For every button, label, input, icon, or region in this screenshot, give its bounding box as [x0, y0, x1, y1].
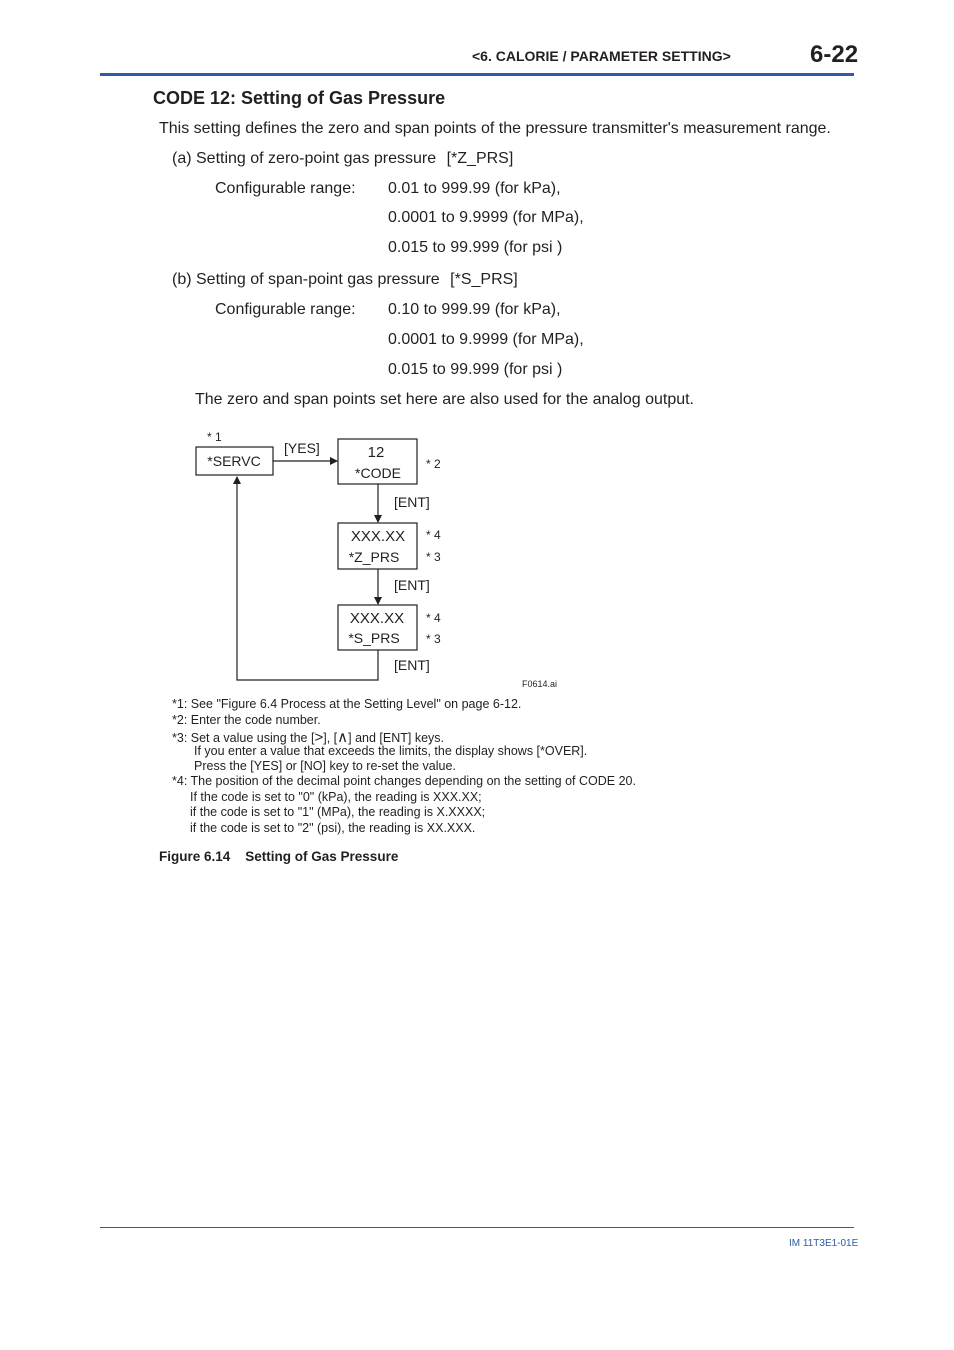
code-mark: * 2 [426, 457, 441, 471]
footnote-4-line-2: If the code is set to "0" (kPa), the reading is XXX.XX; [190, 790, 482, 804]
footnote-2: *2: Enter the code number. [172, 713, 321, 727]
figure-file-name: F0614.ai [522, 679, 558, 689]
sprs-value: XXX.XX [349, 610, 405, 627]
span-range-psi: 0.015 to 99.999 (for psi ) [388, 361, 563, 378]
footnote-1: *1: See "Figure 6.4 Process at the Setting Level" on page 6-12. [172, 697, 522, 711]
right-key-icon: > [314, 729, 324, 746]
footnote-3-line-3: Press the [YES] or [NO] key to re-set the value. [194, 759, 456, 773]
servc-mark: * 1 [207, 430, 222, 444]
analog-output-note: The zero and span points set here are also used for the analog output. [195, 391, 694, 408]
span-range-kpa: 0.10 to 999.99 (for kPa), [388, 301, 561, 318]
zprs-mark-3: * 3 [426, 550, 441, 564]
ent-label-2: [ENT] [394, 577, 430, 593]
footnote-3-post: ] and [ENT] keys. [348, 731, 444, 745]
footnote-3-pre: *3: Set a value using the [ [172, 731, 315, 745]
zero-heading-text: (a) Setting of zero-point gas pressure [172, 150, 437, 167]
sprs-label: *S_PRS [348, 630, 400, 646]
zero-range-psi: 0.015 to 99.999 (for psi ) [388, 239, 563, 256]
figure-caption: Figure 6.14 Setting of Gas Pressure [159, 849, 399, 864]
zero-range-label: Configurable range: [215, 180, 356, 197]
document-id: IM 11T3E1-01E [789, 1238, 859, 1249]
servc-label: *SERVC [207, 453, 261, 469]
span-range-mpa: 0.0001 to 9.9999 (for MPa), [388, 331, 584, 348]
sprs-mark-3: * 3 [426, 632, 441, 646]
zero-code: [*Z_PRS] [446, 150, 514, 167]
page-title: CODE 12: Setting of Gas Pressure [153, 88, 446, 108]
code-label: *CODE [355, 465, 401, 481]
footnote-4: *4: The position of the decimal point changes depending on the setting of CODE 20. [172, 774, 636, 788]
zero-range-kpa: 0.01 to 999.99 (for kPa), [388, 180, 561, 197]
span-heading-text: (b) Setting of span-point gas pressure [172, 271, 440, 288]
page-number: 6-22 [810, 41, 859, 68]
yes-label: [YES] [284, 440, 320, 456]
sprs-mark-4: * 4 [426, 611, 441, 625]
zprs-mark-4: * 4 [426, 528, 441, 542]
zprs-value: XXX.XX [350, 528, 406, 545]
span-code: [*S_PRS] [450, 271, 518, 288]
section-header: <6. CALORIE / PARAMETER SETTING> [472, 48, 731, 64]
ent-label-1: [ENT] [394, 494, 430, 510]
ent-label-3: [ENT] [394, 657, 430, 673]
footnote-4-line-4: if the code is set to "2" (psi), the reading is XX.XXX. [190, 821, 476, 835]
span-range-label: Configurable range: [215, 301, 356, 318]
footer-rule [100, 1227, 854, 1228]
footnote-4-line-3: if the code is set to "1" (MPa), the reading is X.XXXX; [190, 805, 486, 819]
footnote-3-line-2: If you enter a value that exceeds the limits, the display shows [*OVER]. [194, 744, 588, 758]
intro-paragraph: This setting defines the zero and span points of the pressure transmitter's measurement range. [159, 120, 831, 137]
up-key-icon: ∧ [337, 729, 349, 746]
code-value: 12 [367, 444, 385, 461]
zero-range-mpa: 0.0001 to 9.9999 (for MPa), [388, 209, 584, 226]
zprs-label: *Z_PRS [348, 549, 400, 565]
footnote-3-mid: ], [ [323, 731, 338, 745]
